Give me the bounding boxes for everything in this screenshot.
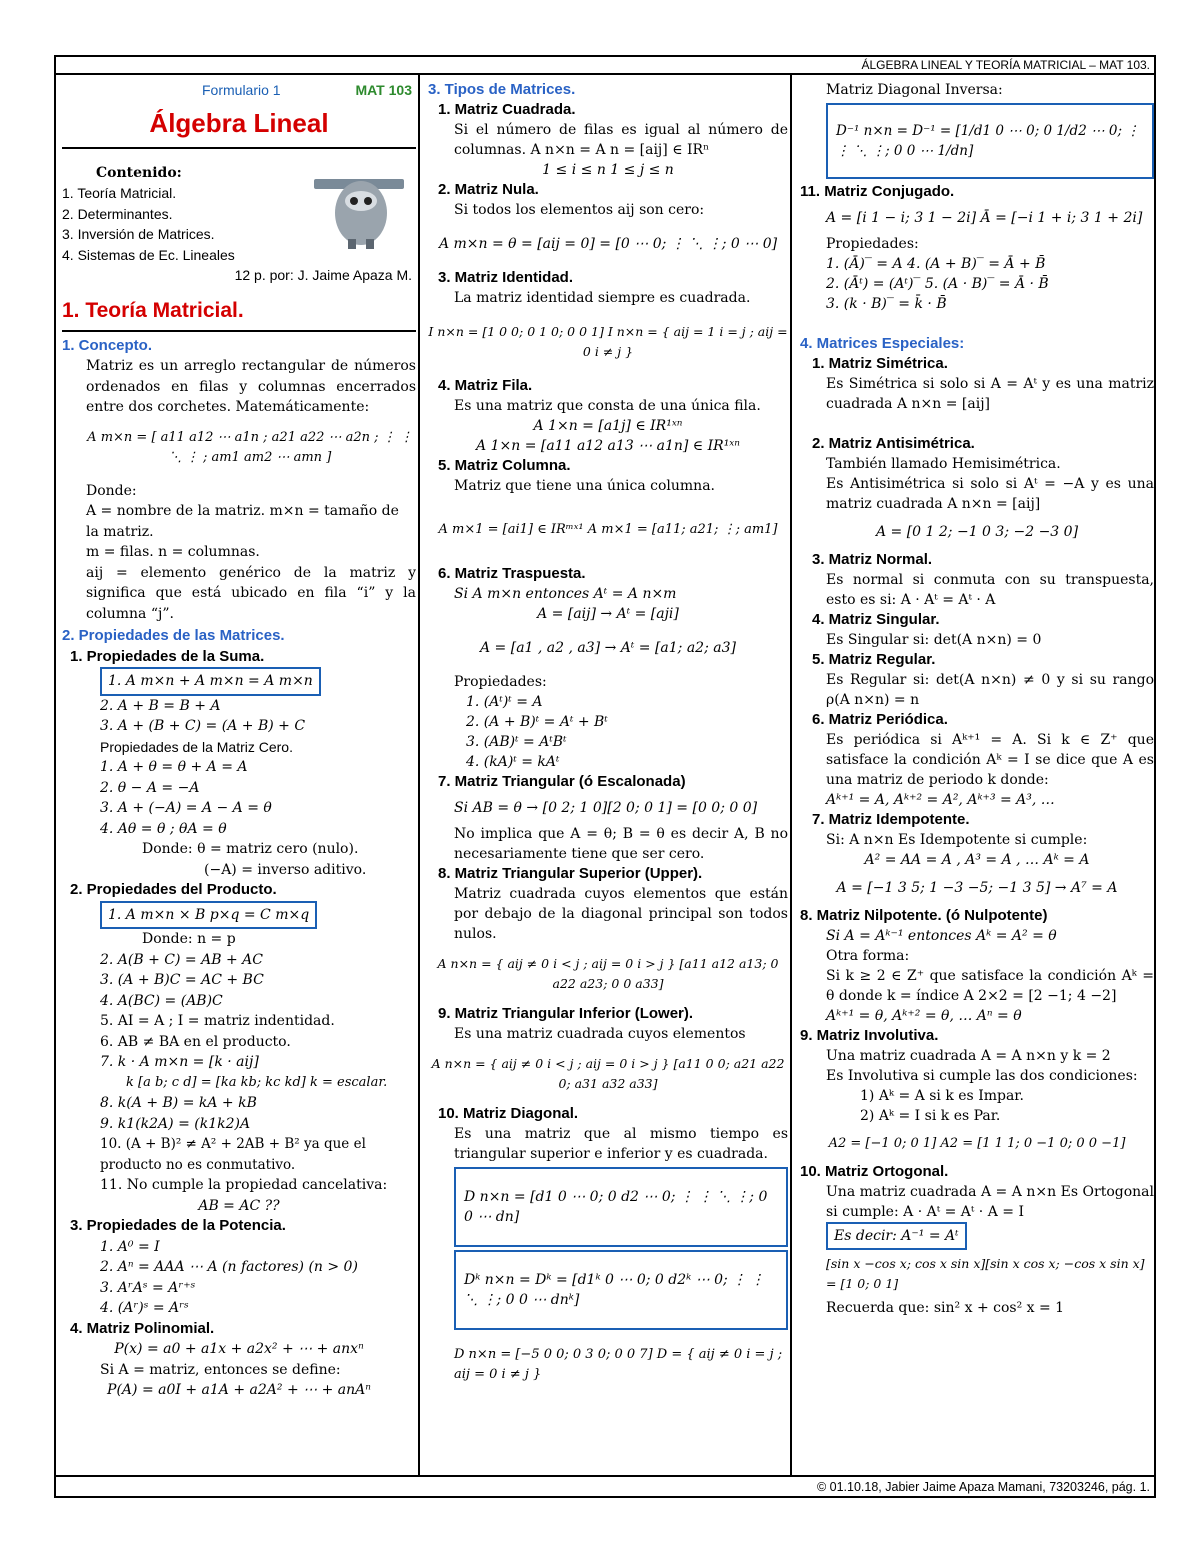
special-matrix-formula: A2 = [−1 0; 0 1] A2 = [1 1 1; 0 −1 0; 0 0 −1]: [828, 1136, 1126, 1151]
property-line: AB = AC ??: [198, 1197, 280, 1214]
highlight-box: Es decir: A⁻¹ = Aᵗ: [826, 1222, 967, 1250]
special-matrix-text: Es Involutiva si cumple las dos condiciones:: [826, 1068, 1138, 1084]
page-title: Álgebra Lineal: [149, 107, 329, 138]
robot-illustration: [306, 161, 416, 251]
special-matrix-text: 2) Aᵏ = I si k es Par.: [860, 1108, 1001, 1124]
special-matrix-text: Una matriz cuadrada A = A n×n Es Ortogonal si cumple: A · Aᵗ = Aᵗ · A = I: [826, 1184, 1154, 1220]
highlight-box: 1. A m×n × B p×q = C m×q: [100, 901, 317, 930]
matrix-type-formula: A 1×n = [a11 a12 a13 ⋯ a1n] ∈ IR¹ˣⁿ: [476, 438, 740, 454]
matrix-type-text: 2. (A + B)ᵗ = Aᵗ + Bᵗ: [466, 714, 608, 730]
property-line: 6. AB ≠ BA en el producto.: [100, 1033, 291, 1050]
matrix-type-formula: I n×n = [1 0 0; 0 1 0; 0 0 1] I n×n = { aij = 1 i = j ; aij = 0 i ≠ j }: [428, 324, 788, 359]
toc-item: 1. Teoría Matricial.: [62, 185, 177, 201]
matrix-type-heading: 2. Matriz Nula.: [438, 181, 539, 198]
matrix-type-heading: 11. Matriz Conjugado.: [800, 183, 955, 200]
special-matrix-text: Es normal si conmuta con su transpuesta, esto es si: A · Aᵗ = Aᵗ · A: [826, 572, 1154, 608]
matrix-definition: A m×n = [ a11 a12 ⋯ a1n ; a21 a22 ⋯ a2n ; ⋮ ⋮ ⋱ ⋮ ; am1 am2 ⋯ amn ]: [87, 429, 413, 465]
special-matrix-text: Otra forma:: [826, 948, 910, 964]
definition-line: A = nombre de la matriz. m×n = tamaño de la matriz.: [86, 503, 399, 540]
matrix-type-formula: A n×n = { aij ≠ 0 i < j ; aij = 0 i > j } [a11 0 0; a21 a22 0; a31 a32 a33]: [431, 1056, 785, 1091]
property-line: 3. (A + B)C = AC + BC: [100, 972, 264, 988]
course-code: MAT 103: [355, 82, 412, 98]
property-line: 9. k1(k2A) = (k1k2)A: [100, 1115, 251, 1132]
special-matrix-heading: 2. Matriz Antisimétrica.: [812, 435, 975, 452]
property-line: 2. A(B + C) = AB + AC: [100, 951, 263, 968]
highlight-box: 1. A m×n + A m×n = A m×n: [100, 667, 321, 696]
special-matrix-heading: 7. Matriz Idempotente.: [812, 811, 970, 828]
matrix-type-formula: A 1×n = [a1j] ∈ IR¹ˣⁿ: [533, 418, 683, 434]
toc-item: 4. Sistemas de Ec. Lineales: [62, 246, 235, 263]
special-matrix-formula: Aᵏ⁺¹ = A, Aᵏ⁺² = A², Aᵏ⁺³ = A³, …: [826, 792, 1055, 808]
matrix-type-heading: 6. Matriz Traspuesta.: [438, 565, 586, 582]
matrix-type-text: Matriz que tiene una única columna.: [454, 478, 715, 494]
author-line: 12 p. por: J. Jaime Apaza M.: [234, 267, 412, 283]
property-heading: 1. Propiedades de la Suma.: [70, 647, 265, 665]
property-line: k [a b; c d] = [ka kb; kc kd] k = escalar.: [126, 1074, 388, 1090]
definition-line: m = filas. n = columnas.: [86, 544, 260, 560]
column-divider: [790, 75, 792, 1475]
property-heading: 3. Propiedades de la Potencia.: [70, 1217, 286, 1234]
subsection-heading: 4. Matrices Especiales:: [800, 335, 965, 352]
formulario-label: Formulario 1: [202, 82, 281, 98]
matrix-type-text: Matriz cuadrada cuyos elementos que están por debajo de la diagonal principal son todos nulos.: [454, 886, 788, 942]
property-line: 3. AʳAˢ = Aʳ⁺ˢ: [100, 1279, 196, 1296]
matrix-type-text: Si el número de filas es igual al número de columnas. A n×n = A n = [aij] ∈ IRⁿ: [454, 122, 788, 158]
special-matrix-text: También llamado Hemisimétrica.: [826, 456, 1061, 472]
matrix-type-text: 1. (Aᵗ)ᵗ = A: [466, 694, 543, 710]
property-line: 8. k(A + B) = kA + kB: [100, 1095, 257, 1111]
matrix-type-text: Es una matriz cuadrada cuyos elementos: [454, 1026, 746, 1042]
property-line: 2. θ − A = −A: [100, 779, 200, 796]
matrix-type-text: Si A m×n entonces Aᵗ = A n×m: [454, 586, 677, 602]
special-matrix-text: Si: A n×n Es Idempotente si cumple:: [826, 832, 1088, 848]
donde-label: Donde:: [86, 482, 137, 499]
property-line: Si A = matriz, entonces se define:: [100, 1361, 341, 1378]
special-matrix-heading: 4. Matriz Singular.: [812, 611, 940, 628]
matrix-type-text: 4. (kA)ᵗ = kAᵗ: [466, 754, 560, 770]
conjugate-property: 2. (Āᵗ) = (Aᵗ)‾ 5. (A · B)‾ = Ā · B̄: [826, 276, 1049, 292]
page-header: ÁLGEBRA LINEAL Y TEORÍA MATRICIAL – MAT 103.: [56, 57, 1154, 75]
property-line: 4. Aθ = θ ; θA = θ: [100, 820, 227, 837]
column-divider: [418, 75, 420, 1475]
conjugate-formula: A = [i 1 − i; 3 1 − 2i] Ā = [−i 1 + i; 3 1 + 2i]: [826, 210, 1143, 226]
special-matrix-text: Si A = Aᵏ⁻¹ entonces Aᵏ = A² = θ: [826, 928, 1057, 944]
special-matrix-heading: 5. Matriz Regular.: [812, 651, 936, 668]
property-line: 1. A + θ = θ + A = A: [100, 759, 248, 775]
inverse-title: Matriz Diagonal Inversa:: [826, 82, 1003, 98]
matrix-type-text: Es una matriz que al mismo tiempo es triangular superior e inferior y es cuadrada.: [454, 1126, 788, 1162]
diagonal-example: D n×n = [−5 0 0; 0 3 0; 0 0 7] D = { aij ≠ 0 i = j ; aij = 0 i ≠ j }: [454, 1347, 783, 1382]
property-line: P(x) = a0 + a1x + a2x² + ⋯ + anxⁿ: [114, 1341, 364, 1357]
property-line: 3. A + (B + C) = (A + B) + C: [100, 718, 306, 734]
property-line: 11. No cumple la propiedad cancelativa:: [100, 1177, 388, 1193]
special-matrix-formula: A = [−1 3 5; 1 −3 −5; −1 3 5] → A⁷ = A: [836, 880, 1118, 896]
matrix-type-heading: 4. Matriz Fila.: [438, 377, 533, 394]
matrix-type-heading: 3. Matriz Identidad.: [438, 269, 574, 286]
matrix-type-formula: A n×n = { aij ≠ 0 i < j ; aij = 0 i > j } [a11 a12 a13; 0 a22 a23; 0 0 a33]: [437, 956, 779, 991]
special-matrix-heading: 8. Matriz Nilpotente. (ó Nulpotente): [800, 907, 1048, 924]
property-line: 2. Aⁿ = AAA ⋯ A (n factores) (n > 0): [100, 1259, 358, 1275]
special-matrix-text: Es periódica si Aᵏ⁺¹ = A. Si k ∈ Z⁺ que satisface la condición Aᵏ = I se dice que A es una matriz de periodo k donde:: [826, 732, 1154, 788]
property-line: 4. (Aʳ)ˢ = Aʳˢ: [100, 1300, 189, 1316]
property-line: 10. (A + B)² ≠ A² + 2AB + B² ya que el producto no es conmutativo.: [100, 1136, 366, 1173]
matrix-type-heading: 5. Matriz Columna.: [438, 457, 571, 474]
conjugate-property: 3. (k · B)‾ = k̄ · B̄: [826, 296, 947, 312]
special-matrix-heading: 1. Matriz Simétrica.: [812, 355, 948, 372]
special-matrix-heading: 3. Matriz Normal.: [812, 551, 933, 568]
property-line: 4. A(BC) = (AB)C: [100, 992, 223, 1009]
property-subheading: Propiedades de la Matriz Cero.: [100, 738, 293, 755]
matrix-type-text: Es una matriz que consta de una única fila.: [454, 398, 761, 414]
conjugate-property: 1. (Ā)‾ = A 4. (A + B)‾ = Ā + B̄: [826, 256, 1046, 272]
special-matrix-formula: A² = AA = A , A³ = A , … Aᵏ = A: [864, 852, 1090, 868]
special-matrix-text: Recuerda que: sin² x + cos² x = 1: [826, 1300, 1065, 1316]
column-3: [800, 80, 1154, 1472]
page-footer: © 01.10.18, Jabier Jaime Apaza Mamani, 73203246, pág. 1.: [56, 1475, 1154, 1496]
property-line: 2. A + B = B + A: [100, 697, 221, 714]
matrix-type-heading: 10. Matriz Diagonal.: [438, 1105, 579, 1122]
property-line: 7. k · A m×n = [k · aij]: [100, 1054, 259, 1070]
property-heading: 4. Matriz Polinomial.: [70, 1319, 215, 1337]
special-matrix-text: Es Regular si: det(A n×n) ≠ 0 y si su rango ρ(A n×n) = n: [826, 672, 1154, 708]
special-matrix-heading: 9. Matriz Involutiva.: [800, 1027, 939, 1044]
matrix-type-text: 1 ≤ i ≤ n 1 ≤ j ≤ n: [542, 162, 674, 178]
property-note: Donde: θ = matriz cero (nulo).: [142, 841, 359, 857]
property-line: [62, 901, 416, 930]
special-matrix-text: 1) Aᵏ = A si k es Impar.: [860, 1088, 1024, 1104]
property-line: 1. A⁰ = I: [100, 1238, 160, 1255]
special-matrix-text: Es Antisimétrica si solo si Aᵗ = −A y es una matriz cuadrada A n×n = [aij]: [826, 476, 1154, 512]
special-matrix-formula: A = [0 1 2; −1 0 3; −2 −3 0]: [875, 524, 1079, 540]
special-matrix-text: Una matriz cuadrada A = A n×n y k = 2: [826, 1048, 1111, 1064]
column-2: [428, 80, 788, 1472]
matrix-type-heading: 1. Matriz Cuadrada.: [438, 101, 576, 118]
definition-line: aij = elemento genérico de la matriz y significa que está ubicado en fila “i” y la columna “j”.: [86, 564, 416, 622]
matrix-type-text: Propiedades:: [454, 674, 547, 690]
matrix-type-heading: 7. Matriz Triangular (ó Escalonada): [438, 773, 686, 790]
subsection-heading: 3. Tipos de Matrices.: [428, 81, 576, 98]
special-matrix-text: Es Singular si: det(A n×n) = 0: [826, 632, 1042, 648]
inverse-diagonal-box: D⁻¹ n×n = D⁻¹ = [1/d1 0 ⋯ 0; 0 1/d2 ⋯ 0; ⋮ ⋮ ⋱ ⋮; 0 0 ⋯ 1/dn]: [826, 103, 1154, 179]
special-matrix-formula: Aᵏ⁺¹ = θ, Aᵏ⁺² = θ, … Aⁿ = θ: [826, 1008, 1022, 1024]
toc-item: 3. Inversión de Matrices.: [62, 226, 215, 242]
contenido-label: Contenido:: [96, 164, 182, 181]
matrix-type-text: No implica que A = θ; B = θ es decir A, B no necesariamente tiene que ser cero.: [454, 826, 788, 862]
property-line: P(A) = a0I + a1A + a2A² + ⋯ + anAⁿ: [107, 1382, 371, 1398]
special-matrix-text: Es Simétrica si solo si A = Aᵗ y es una matriz cuadrada A n×n = [aij]: [826, 376, 1154, 412]
column-1: [62, 80, 416, 1472]
special-matrix-formula: [sin x −cos x; cos x sin x][sin x cos x; −cos x sin x] = [1 0; 0 1]: [826, 1256, 1145, 1291]
special-matrix-heading: 10. Matriz Ortogonal.: [800, 1163, 949, 1180]
toc-item: 2. Determinantes.: [62, 205, 173, 222]
matrix-type-formula: A = [a1 , a2 , a3] → Aᵗ = [a1; a2; a3]: [480, 640, 736, 656]
subsection-heading: 1. Concepto.: [62, 336, 153, 354]
property-heading: 2. Propiedades del Producto.: [70, 881, 277, 898]
property-line: [62, 667, 416, 696]
matrix-type-formula: A m×1 = [ai1] ∈ IRᵐˣ¹ A m×1 = [a11; a21; ⋮; am1]: [438, 522, 778, 537]
property-line: 3. A + (−A) = A − A = θ: [100, 800, 272, 816]
matrix-type-formula: Si AB = θ → [0 2; 1 0][2 0; 0 1] = [0 0; 0 0]: [454, 800, 758, 816]
property-note: (−A) = inverso aditivo.: [204, 861, 367, 878]
matrix-type-formula: A m×n = θ = [aij = 0] = [0 ⋯ 0; ⋮ ⋱ ⋮; 0 ⋯ 0]: [438, 236, 778, 252]
property-line: 5. AI = A ; I = matriz indentidad.: [100, 1013, 335, 1029]
property-line: Donde: n = p: [142, 931, 236, 947]
concept-text: Matriz es un arreglo rectangular de números ordenados en filas y columnas encerrados entre dos corchetes. Matemáticamente:: [86, 358, 416, 415]
special-matrix-text: Si k ≥ 2 ∈ Z⁺ que satisface la condición Aᵏ = θ donde k = índice A 2×2 = [2 −1; 4 −2]: [826, 968, 1154, 1004]
special-matrix-text: [800, 1222, 1154, 1250]
matrix-type-text: La matriz identidad siempre es cuadrada.: [454, 290, 751, 306]
matrix-type-text: Si todos los elementos aij son cero:: [454, 202, 705, 218]
diagonal-matrix-box: D n×n = [d1 0 ⋯ 0; 0 d2 ⋯ 0; ⋮ ⋮ ⋱ ⋮; 0 0 ⋯ dn]: [454, 1167, 788, 1247]
matrix-type-heading: 9. Matriz Triangular Inferior (Lower).: [438, 1005, 694, 1022]
subsection-heading: 2. Propiedades de las Matrices.: [62, 627, 285, 644]
conjugate-text: Propiedades:: [826, 236, 919, 252]
section-heading: 1. Teoría Matricial.: [62, 298, 244, 322]
diagonal-power-box: Dᵏ n×n = Dᵏ = [d1ᵏ 0 ⋯ 0; 0 d2ᵏ ⋯ 0; ⋮ ⋮ ⋱ ⋮; 0 0 ⋯ dnᵏ]: [454, 1250, 788, 1330]
matrix-type-formula: A = [aij] → Aᵗ = [aji]: [537, 606, 679, 622]
matrix-type-heading: 8. Matriz Triangular Superior (Upper).: [438, 865, 703, 882]
matrix-type-text: 3. (AB)ᵗ = AᵗBᵗ: [466, 734, 567, 750]
special-matrix-heading: 6. Matriz Periódica.: [812, 711, 948, 728]
